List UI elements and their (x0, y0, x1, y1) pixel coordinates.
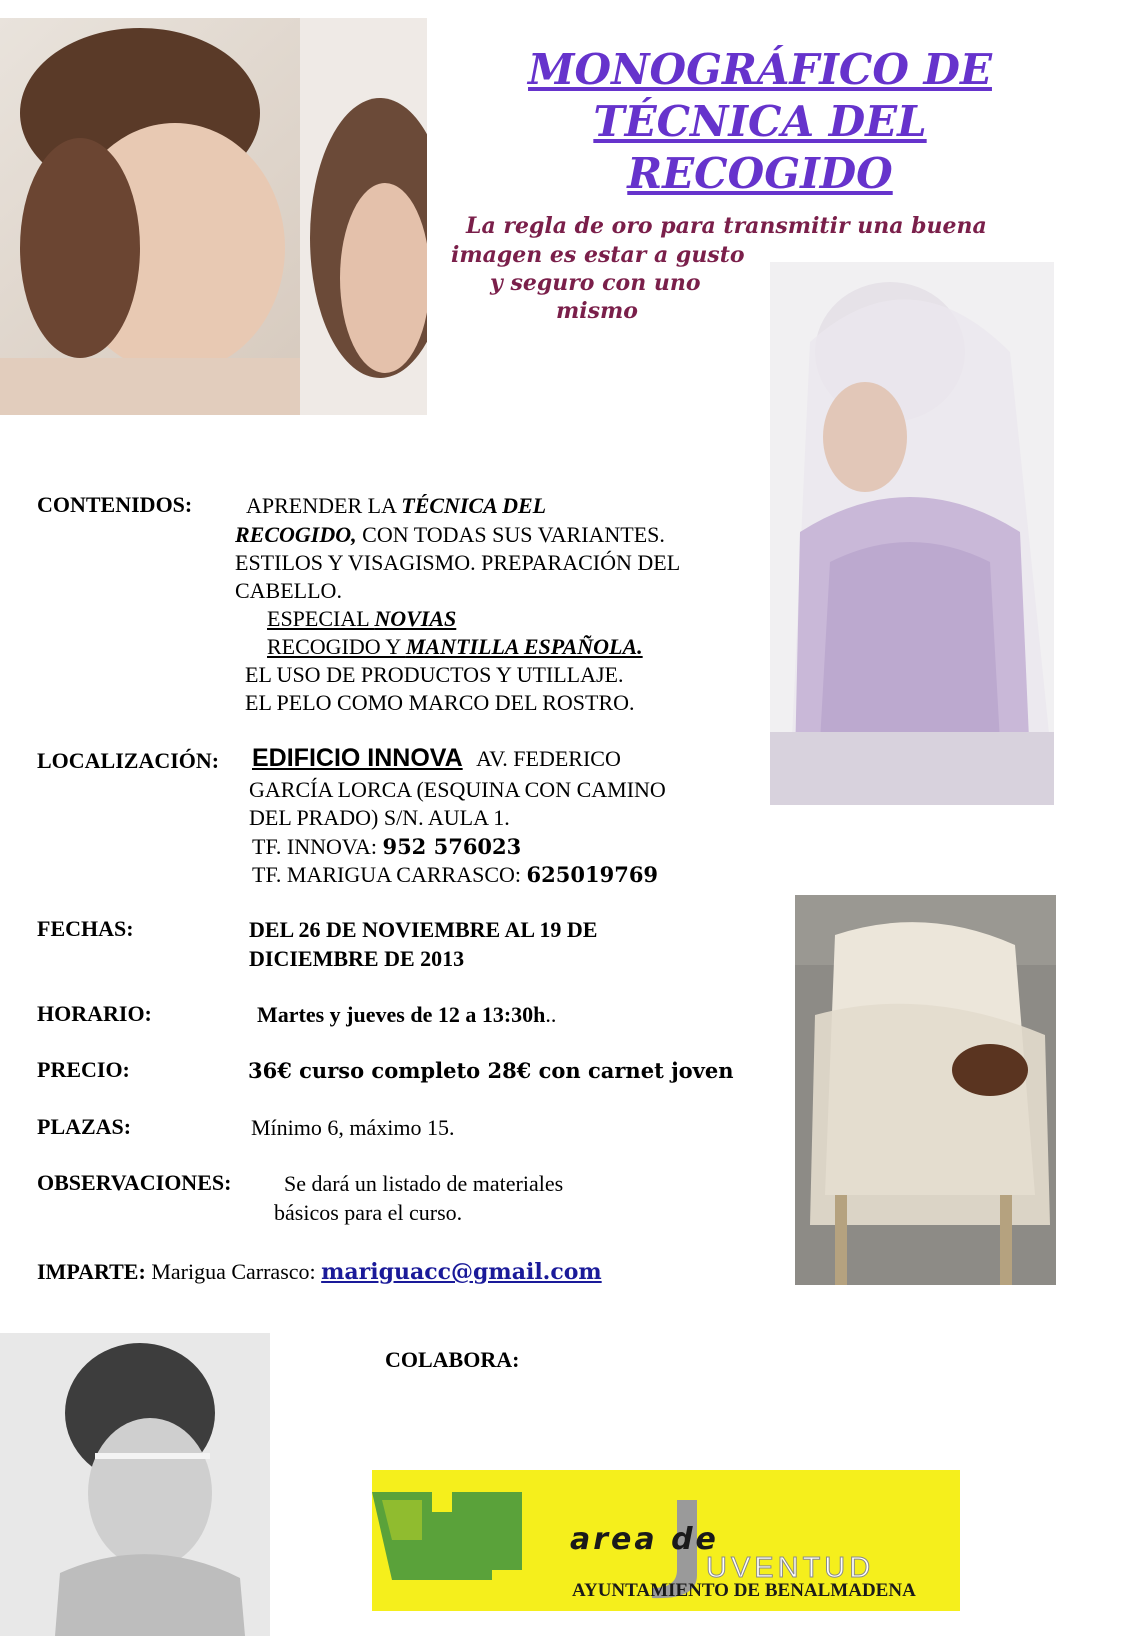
slogan-line-4: mismo (556, 298, 638, 324)
logo-ayuntamiento: AYUNTAMIENTO DE BENALMADENA (572, 1580, 916, 1601)
photo-bw-updo (0, 1333, 270, 1636)
logo-juventud: UVENTUD (706, 1552, 875, 1584)
phone-innova: TF. INNOVA: 952 576023 (252, 834, 522, 859)
phone-marigua: TF. MARIGUA CARRASCO: 625019769 (252, 862, 659, 887)
contenidos-line-7: EL USO DE PRODUCTOS Y UTILLAJE. (245, 662, 624, 687)
title-line-2: TÉCNICA DEL (593, 97, 927, 146)
imparte-name: Marigua Carrasco: (151, 1259, 322, 1284)
observaciones-line-2: básicos para el curso. (274, 1200, 463, 1225)
observaciones-label: OBSERVACIONES: (37, 1170, 232, 1195)
plazas-label: PLAZAS: (37, 1114, 132, 1139)
fechas-label: FECHAS: (37, 916, 134, 941)
contenidos-line-3: ESTILOS Y VISAGISMO. PREPARACIÓN DEL (235, 550, 681, 575)
juventud-logo (372, 1470, 960, 1611)
contenidos-line-8: EL PELO COMO MARCO DEL ROSTRO. (245, 690, 635, 715)
localizacion-line-2: GARCÍA LORCA (ESQUINA CON CAMINO (249, 777, 666, 802)
plazas-value: Mínimo 6, máximo 15. (251, 1115, 455, 1140)
slogan-line-1: La regla de oro para transmitir una buena (466, 213, 987, 239)
photo-woman-mirror (0, 18, 427, 415)
localizacion-line-1: EDIFICIO INNOVA AV. FEDERICO (252, 744, 621, 772)
title-line-1: MONOGRÁFICO DE (528, 45, 992, 94)
observaciones-line-1: Se dará un listado de materiales (284, 1171, 564, 1196)
contenidos-line-4: CABELLO. (235, 578, 342, 603)
localizacion-label: LOCALIZACIÓN: (37, 748, 220, 773)
localizacion-line-3: DEL PRADO) S/N. AULA 1. (249, 805, 510, 830)
fechas-line-1: DEL 26 DE NOVIEMBRE AL 19 DE (249, 917, 598, 942)
contenidos-line-2: RECOGIDO, CON TODAS SUS VARIANTES. (235, 522, 665, 547)
horario-value: Martes y jueves de 12 a 13:30h.. (257, 1002, 557, 1027)
logo-area-de: area de (570, 1522, 719, 1557)
contenidos-label: CONTENIDOS: (37, 492, 193, 517)
page-title (480, 44, 1040, 200)
slogan-line-2: imagen es estar a gusto (451, 242, 745, 268)
colabora-label: COLABORA: (385, 1347, 520, 1372)
contenidos-line-5: ESPECIAL NOVIAS (267, 606, 457, 631)
precio-value: 36€ curso completo 28€ con carnet joven (248, 1058, 734, 1083)
fechas-line-2: DICIEMBRE DE 2013 (249, 946, 465, 971)
title-line-3: RECOGIDO (627, 149, 893, 198)
slogan-line-3: y seguro con uno (490, 270, 701, 296)
photo-bride-mantilla (770, 262, 1054, 805)
contenidos-line-6: RECOGIDO Y MANTILLA ESPAÑOLA. (267, 634, 643, 659)
imparte-row (37, 1257, 602, 1287)
precio-label: PRECIO: (37, 1057, 130, 1082)
horario-label: HORARIO: (37, 1001, 152, 1026)
building-name: EDIFICIO INNOVA (252, 744, 463, 772)
photo-mantilla-chair (795, 895, 1056, 1285)
imparte-label: IMPARTE: (37, 1259, 146, 1284)
contenidos-line-1: APRENDER LA TÉCNICA DEL (246, 493, 547, 518)
email-link[interactable]: mariguacc@gmail.com (321, 1259, 602, 1285)
